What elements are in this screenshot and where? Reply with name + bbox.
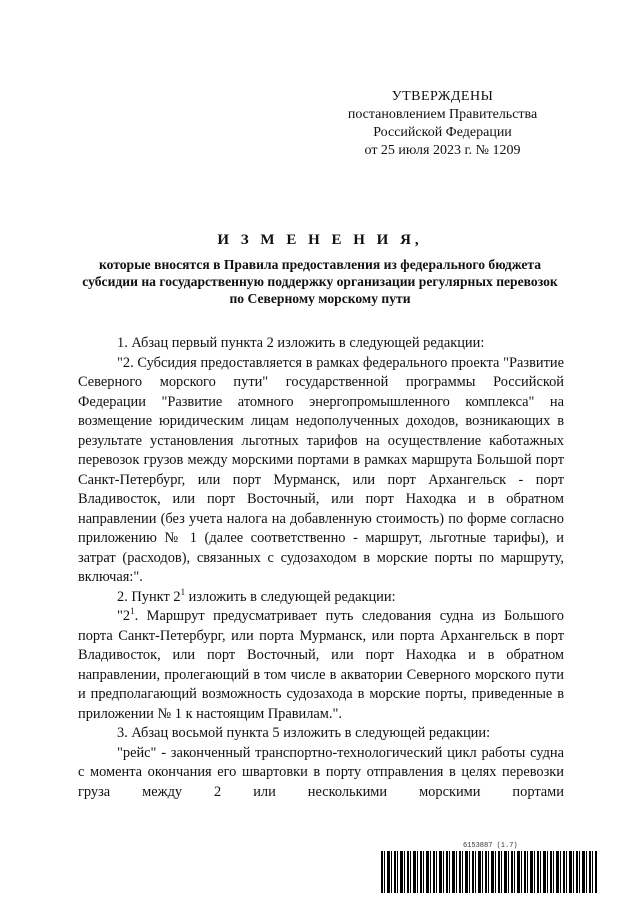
paragraph-6: "рейс" - законченный транспортно-технологический цикл работы судна с момента окончания его швартовки в порту отправления в целях перевозки груза между 2 или несколькими морскими портами <box>78 744 564 800</box>
paragraph-3 <box>78 588 564 608</box>
paragraph-3-end: изложить в следующей редакции: <box>185 588 396 605</box>
paragraph-4-superscript: 1 <box>130 606 135 617</box>
paragraph-4-end: . Маршрут предусматривает путь следования судна из Большого порта Санкт-Петербург, или порта Мурманск, или порта Архангельск в порт Владивосток, или порт Восточный, или порт Находка и в обратном направлении, пролегающий в том числе в акватории Северного морского пути и предполагающий возможность судозахода в морские порты, приведенные в приложении № 1 к настоящим Правилам.". <box>78 608 564 722</box>
approval-line-2: Российской Федерации <box>373 125 512 140</box>
paragraph-2: "2. Субсидия предоставляется в рамках федерального проекта "Развитие Северного морского пути" государственной программы Российской Федерации "Развитие атомного энергопромышленного комплекса" на возмещение юридическим лицам недополученных доходов, возникающих в результате установления льготных тарифов на осуществление каботажных перевозок грузов между морскими портами в рамках маршрута Большой порт Санкт-Петербург, или порт Мурманск, или порт Архангельск - порт Владивосток, или порт Восточный, или порт Находка и в обратном направлении (без учета налога на добавленную стоимость) по форме согласно приложению № 1 (далее соответственно - маршрут, льготные тарифы), и затрат (расходов), связанных с судозаходом в морские порты по маршруту, включая:". <box>78 354 564 585</box>
document-title: И З М Е Н Е Н И Я, <box>217 232 423 248</box>
approval-line-3: от 25 июля 2023 г. № 1209 <box>364 143 521 158</box>
paragraph-4-start: "2 <box>117 608 131 624</box>
document-body <box>78 334 564 802</box>
document-subtitle: которые вносятся в Правила предоставления из федерального бюджета субсидии на государственную поддержку организации регулярных перевозок по Северному морскому пути <box>82 257 558 306</box>
paragraph-3-start: 2. Пункт 2 <box>117 588 181 605</box>
paragraph-3-superscript: 1 <box>180 586 186 597</box>
paragraph-1: 1. Абзац первый пункта 2 изложить в следующей редакции: <box>117 335 485 351</box>
barcode-icon <box>381 851 597 893</box>
barcode-block <box>381 842 597 893</box>
paragraph-5: 3. Абзац восьмой пункта 5 изложить в следующей редакции: <box>117 725 491 741</box>
approval-block <box>330 88 555 160</box>
barcode-number: 6153887 (1.7) <box>463 842 518 850</box>
approval-line-1: постановлением Правительства <box>347 107 538 122</box>
paragraph-4 <box>78 607 564 724</box>
approval-heading: УТВЕРЖДЕНЫ <box>391 89 494 104</box>
